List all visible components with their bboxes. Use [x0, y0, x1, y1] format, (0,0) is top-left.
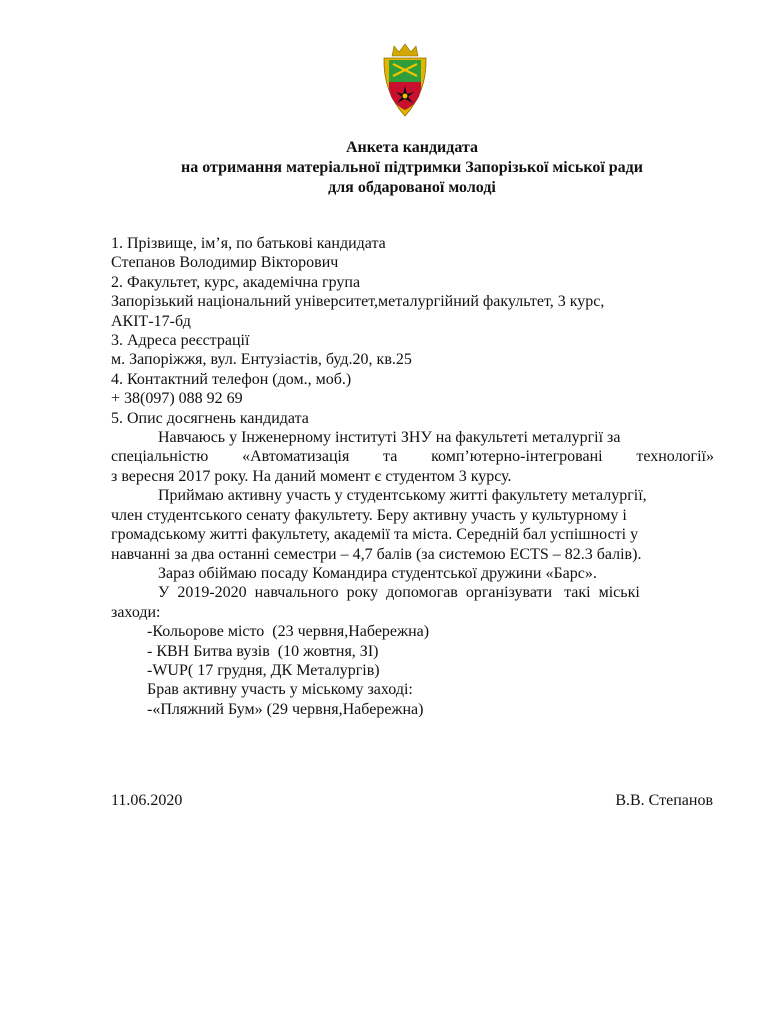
event-list-item: - КВН Битва вузів (10 жовтня, ЗІ) [147, 642, 379, 660]
document-date: 11.06.2020 [111, 792, 183, 809]
paragraph-2-line-2: член студентського сенату факультету. Беру активну участь у культурному і [111, 506, 627, 524]
paragraph-1-line-1: Навчаюсь у Інженерному інститутi ЗНУ на факультеті металургії за [158, 429, 621, 447]
phone-value: + 38(097) 088 92 69 [111, 390, 243, 408]
title-line-2: на отримання матеріальної підтримки Запорізької міської ради [181, 159, 643, 176]
signature-name: В.В. Степанов [615, 792, 713, 809]
event-list-item: -Кольорове місто (23 червня,Набережна) [147, 623, 430, 641]
phone-label: 4. Контактний телефон (дом., моб.) [111, 370, 352, 388]
name-label: 1. Прізвище, ім’я, по батькові кандидата [111, 235, 386, 252]
name-value: Степанов Володимир Вікторович [111, 254, 339, 272]
title-line-3: для обдарованої молоді [328, 179, 496, 196]
questionnaire-body [111, 234, 714, 719]
coat-of-arms-icon [380, 42, 430, 120]
event-extra-item: -«Пляжний Бум» (29 червня,Набережна) [147, 700, 424, 718]
paragraph-4-line-2: заходи: [111, 603, 161, 621]
paragraph-4-line-1: У 2019-2020 навчального року допомогав організувати такі міські [158, 584, 640, 602]
faculty-label: 2. Факультет, курс, академічна група [111, 273, 361, 291]
paragraph-2-line-4: навчанні за два останні семестри – 4,7 балів (за системою ECTS – 82.3 балів). [111, 545, 642, 563]
document-title [0, 138, 768, 198]
address-value: м. Запоріжжя, вул. Ентузіастів, буд.20, кв.25 [111, 351, 412, 369]
paragraph-1-line-2: спеціальністю «Автоматизація та комп’ютерно-інтегровані технології» [111, 448, 714, 466]
paragraph-3: Зараз обіймаю посаду Командира студентської дружини «Барс». [158, 564, 597, 582]
title-line-1: Анкета кандидата [346, 139, 478, 156]
faculty-value-line-1: Запорізький національний університет,металургійний факультет, 3 курс, [111, 293, 605, 311]
paragraph-2-line-3: громадському житті факультету, академії та міста. Середній бал успішності у [111, 526, 639, 544]
faculty-value-line-2: АКІТ-17-бд [111, 312, 191, 330]
achievements-label: 5. Опис досягнень кандидата [111, 409, 309, 427]
paragraph-1-line-3: з вересня 2017 року. На даний момент є студентом 3 курсу. [111, 467, 512, 485]
paragraph-5: Брав активну участь у міському заході: [147, 681, 413, 699]
event-list-item: -WUP( 17 грудня, ДК Металургів) [147, 661, 380, 679]
address-label: 3. Адреса реєстрації [111, 332, 250, 350]
paragraph-2-line-1: Приймаю активну участь у студентському житті факультету металургії, [158, 487, 647, 505]
